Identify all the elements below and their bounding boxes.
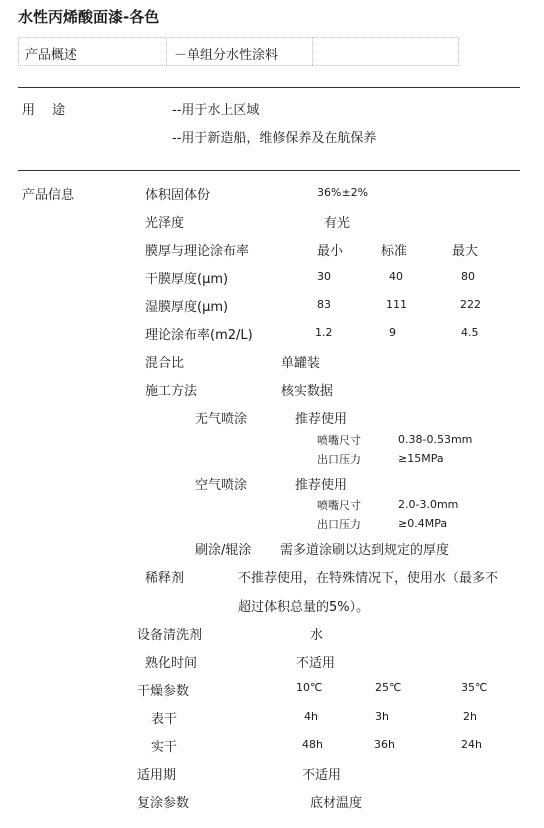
application-label: 施工方法 [145, 384, 198, 399]
film-table-header-label: 膜厚与理论涂布率 [145, 244, 250, 259]
recoat-value: 底材温度 [310, 796, 363, 811]
info-label: 产品信息 [22, 188, 75, 203]
gloss-label: 光泽度 [145, 216, 185, 231]
film-row-std: 40 [389, 270, 403, 283]
airless-pressure-value: ≥15MPa [398, 452, 444, 465]
air-pressure-label: 出口压力 [317, 518, 361, 531]
overview-cell-divider [312, 38, 313, 65]
film-row-min: 1.2 [315, 326, 333, 339]
hard-dry-value: 36h [374, 738, 395, 751]
air-spray-label: 空气喷涂 [195, 478, 248, 493]
air-spray-value: 推荐使用 [295, 478, 348, 493]
film-row-min: 30 [317, 270, 331, 283]
airless-nozzle-label: 喷嘴尺寸 [317, 434, 361, 447]
film-row-max: 80 [461, 270, 475, 283]
usage-label: 用 途 [22, 103, 66, 118]
curing-time-value: 不适用 [296, 656, 336, 671]
thinner-value-line: 超过体积总量的5%）。 [238, 600, 370, 615]
gloss-value: 有光 [324, 216, 351, 231]
document-title: 水性丙烯酸面漆-各色 [18, 8, 160, 26]
touch-dry-label: 表干 [151, 712, 178, 727]
overview-cell-divider [166, 38, 167, 65]
film-table-header-max: 最大 [452, 244, 479, 259]
airless-pressure-label: 出口压力 [317, 453, 361, 466]
film-row-max: 4.5 [461, 326, 479, 339]
volume-solids-value: 36%±2% [317, 186, 369, 199]
airless-spray-label: 无气喷涂 [195, 412, 248, 427]
section-divider [18, 87, 520, 88]
thinner-value-line: 不推荐使用，在特殊情况下，使用水（最多不 [238, 571, 499, 586]
film-row-label: 理论涂布率(m2/L) [145, 328, 253, 343]
drying-temp: 25℃ [375, 681, 402, 694]
film-row-std: 9 [389, 326, 396, 339]
brush-roller-label: 刷涂/辊涂 [195, 543, 252, 558]
film-table-header-std: 标准 [381, 244, 408, 259]
touch-dry-value: 2h [463, 710, 477, 723]
drying-temp: 10℃ [296, 681, 323, 694]
recoat-label: 复涂参数 [137, 796, 190, 811]
touch-dry-value: 4h [304, 710, 318, 723]
film-row-label: 湿膜厚度(μm) [145, 300, 229, 315]
cleaner-value: 水 [310, 628, 324, 643]
overview-table [18, 37, 459, 66]
film-row-max: 222 [460, 298, 481, 311]
film-table-header-min: 最小 [317, 244, 344, 259]
volume-solids-label: 体积固体份 [145, 188, 211, 203]
usage-item: --用于水上区域 [172, 103, 260, 118]
section-divider [18, 170, 520, 171]
application-value: 核实数据 [281, 384, 334, 399]
air-pressure-value: ≥0.4MPa [398, 517, 448, 530]
pot-life-label: 适用期 [137, 768, 177, 783]
overview-value: －单组分水性涂料 [174, 48, 279, 63]
drying-label: 干燥参数 [137, 684, 190, 699]
drying-temp: 35℃ [461, 681, 488, 694]
overview-label: 产品概述 [25, 48, 78, 63]
air-nozzle-label: 喷嘴尺寸 [317, 499, 361, 512]
mix-ratio-value: 单罐装 [281, 356, 321, 371]
usage-item: --用于新造船，维修保养及在航保养 [172, 131, 377, 146]
brush-roller-value: 需多道涂刷以达到规定的厚度 [280, 543, 450, 558]
airless-nozzle-value: 0.38-0.53mm [398, 433, 473, 446]
mix-ratio-label: 混合比 [145, 356, 185, 371]
hard-dry-value: 24h [461, 738, 482, 751]
film-row-std: 111 [386, 298, 407, 311]
hard-dry-value: 48h [302, 738, 323, 751]
hard-dry-label: 实干 [151, 740, 178, 755]
air-nozzle-value: 2.0-3.0mm [398, 498, 459, 511]
touch-dry-value: 3h [375, 710, 389, 723]
film-row-min: 83 [317, 298, 331, 311]
curing-time-label: 熟化时间 [145, 656, 198, 671]
pot-life-value: 不适用 [302, 768, 342, 783]
film-row-label: 干膜厚度(μm) [145, 272, 229, 287]
airless-spray-value: 推荐使用 [295, 412, 348, 427]
thinner-label: 稀释剂 [145, 571, 185, 586]
cleaner-label: 设备清洗剂 [137, 628, 203, 643]
